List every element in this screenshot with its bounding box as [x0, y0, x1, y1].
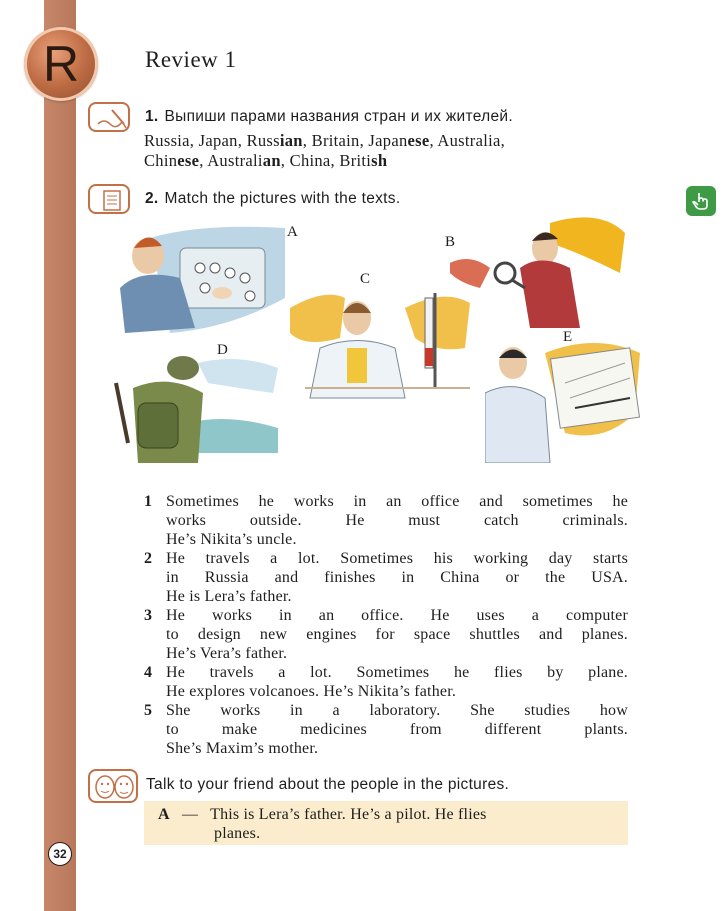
text-line: She’s Maxim’s mother.: [166, 740, 319, 757]
text-item-3: [144, 606, 628, 663]
task1-word-list: [144, 131, 614, 171]
word-fragment: ese: [177, 151, 200, 170]
dialog-speaker: A: [158, 806, 170, 823]
text-item-number: 4: [144, 664, 153, 681]
word-line-2: [144, 151, 614, 171]
task2-number: 2.: [145, 190, 159, 207]
page-title: Review 1: [145, 47, 237, 72]
word-fragment: ian: [279, 131, 303, 150]
task1-heading: [145, 108, 513, 126]
dialog-line-2: planes.: [214, 825, 261, 842]
hand-pointer-icon: [692, 191, 710, 211]
task2-heading: [145, 190, 400, 208]
margin-strip: [44, 0, 76, 911]
picture-a-pilot: [110, 218, 290, 338]
text-line: She works in a laboratory. She studies how: [166, 702, 628, 719]
talk-icon: [88, 769, 138, 803]
text-line: to design new engines for space shuttles and planes.: [166, 626, 628, 643]
writing-icon: [88, 102, 130, 132]
text-line: works outside. He must catch criminals.: [166, 512, 628, 529]
text-line: He’s Nikita’s uncle.: [166, 531, 297, 548]
picture-b-detective: [450, 213, 630, 333]
review-badge: [24, 27, 98, 101]
word-fragment: Chin: [144, 151, 178, 170]
page-number: 32: [48, 842, 72, 866]
word-line-1: [144, 131, 614, 151]
text-line: He is Lera’s father.: [166, 588, 292, 605]
dialog-text-1: This is Lera’s father. He’s a pilot. He flies: [210, 806, 487, 823]
picture-label-a: A: [287, 224, 298, 240]
word-fragment: , Britain, Japan: [302, 131, 408, 150]
task1-number: 1.: [145, 108, 159, 125]
dialog-line-1: [158, 805, 620, 824]
talk-instruction: Talk to your friend about the people in the pictures.: [146, 776, 510, 793]
text-line: He travels a lot. Sometimes he flies by plane.: [166, 664, 628, 681]
dialog-dash: —: [181, 806, 199, 823]
pictures-area: [100, 218, 640, 463]
text-line: He explores volcanoes. He’s Nikita’s father.: [166, 683, 457, 700]
text-item-2: [144, 549, 628, 606]
picture-e-engineer: [485, 333, 645, 463]
text-item-number: 2: [144, 550, 153, 567]
interactive-resource-button[interactable]: [686, 186, 716, 216]
word-fragment: Russia, Japan, Russ: [144, 131, 280, 150]
text-line: Sometimes he works in an office and sometimes he: [166, 493, 628, 510]
text-item-number: 5: [144, 702, 153, 719]
text-line: to make medicines from different plants.: [166, 721, 628, 738]
text-item-number: 3: [144, 607, 153, 624]
picture-d-explorer: [108, 343, 283, 463]
text-item-5: [144, 701, 628, 758]
text-line: He’s Vera’s father.: [166, 645, 288, 662]
text-line: He works in an office. He uses a computer: [166, 607, 628, 624]
reading-icon: [88, 184, 130, 214]
word-fragment: sh: [371, 151, 388, 170]
task2-instruction: Match the pictures with the texts.: [164, 190, 401, 207]
texts-list: [144, 492, 628, 758]
review-badge-letter: R: [42, 36, 80, 92]
picture-label-e: E: [563, 329, 573, 345]
word-fragment: an: [262, 151, 281, 170]
picture-c-scientist: [285, 278, 475, 403]
text-item-1: [144, 492, 628, 549]
task1-instruction: Выпиши парами названия стран и их жителей.: [164, 108, 513, 125]
word-fragment: , Australi: [199, 151, 263, 170]
word-fragment: , Australia,: [429, 131, 506, 150]
picture-label-c: C: [360, 271, 371, 287]
dialog-example: [144, 801, 628, 845]
word-fragment: , China, Briti: [280, 151, 372, 170]
picture-label-d: D: [217, 342, 228, 358]
text-line: in Russia and finishes in China or the USA.: [166, 569, 628, 586]
text-item-4: [144, 663, 628, 701]
text-item-number: 1: [144, 493, 153, 510]
picture-label-b: B: [445, 234, 456, 250]
text-line: He travels a lot. Sometimes his working day starts: [166, 550, 628, 567]
word-fragment: ese: [407, 131, 430, 150]
